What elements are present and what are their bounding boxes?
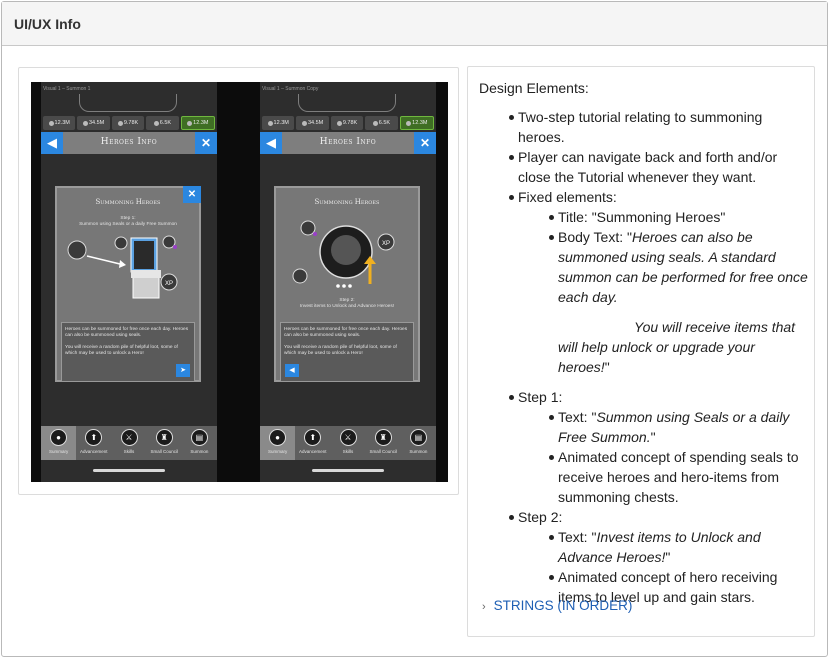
item-icon	[293, 269, 307, 283]
chest-lid	[131, 270, 161, 278]
currency-chip: 34.5M	[77, 116, 109, 130]
nav-summon[interactable]: ▤ Summon	[401, 426, 436, 460]
note-subitem: Text: "Invest items to Unlock and Advance Heroes!"	[558, 529, 761, 565]
feather-icon	[268, 121, 273, 126]
note-subitem: Animated concept of spending seals to receive heroes and hero-items from summoning chests.	[558, 449, 799, 505]
panel-title: UI/UX Info	[14, 16, 81, 32]
nav-summary[interactable]: ● Summary	[41, 426, 76, 460]
bullet-icon	[549, 575, 554, 580]
tutorial-title: Summoning Heroes	[95, 198, 161, 206]
hero-portrait-icon	[134, 241, 154, 269]
currency-chip-highlighted: 12.3M	[400, 116, 434, 130]
arrow-head-icon	[119, 260, 126, 268]
avatar-icon: ●	[50, 429, 67, 446]
xp-label: XP	[165, 281, 174, 287]
currency-chip-highlighted: 12.3M	[181, 116, 215, 130]
arrow-left-icon: ◀	[266, 135, 276, 150]
heroes-info-header	[41, 132, 217, 154]
currency-chip: 9.78K	[112, 116, 144, 130]
next-step-button[interactable]	[176, 364, 190, 377]
design-notes	[467, 66, 815, 637]
design-heading: Design Elements:	[479, 80, 589, 96]
rarity-dot	[313, 232, 317, 236]
note-subitem: Animated concept of hero receiving items to level up and gain stars.	[558, 569, 778, 605]
nav-summon[interactable]: ▤ Summon	[182, 426, 217, 460]
bullet-icon	[509, 395, 514, 400]
coin-icon	[337, 121, 342, 126]
nav-advancement[interactable]: ⬆ Advancement	[76, 426, 111, 460]
device-notch	[298, 94, 396, 112]
currency-bar	[260, 116, 436, 130]
xp-label: XP	[382, 241, 391, 247]
back-button[interactable]	[260, 132, 282, 154]
currency-chip: 12.3M	[43, 116, 75, 130]
chevron-right-icon: ➤	[180, 366, 186, 374]
close-icon: ✕	[419, 136, 431, 150]
nav-small-council[interactable]: ♜ Small Council	[366, 426, 401, 460]
sword-icon: ⚔	[121, 429, 138, 446]
tutorial-step-text: Step 1: Summon using Seals or a daily Free Summon	[79, 216, 177, 227]
nav-advancement[interactable]: ⬆ Advancement	[295, 426, 330, 460]
chevron-right-icon: ›	[482, 601, 486, 613]
chest-icon: ▤	[191, 429, 208, 446]
header-title: Heroes Info	[100, 137, 158, 147]
bullet-icon	[509, 195, 514, 200]
currency-chip: 6.5K	[365, 116, 397, 130]
quill-icon	[83, 121, 88, 126]
rarity-dot	[173, 245, 177, 249]
phone-screen-step-2	[260, 82, 436, 482]
summon-illustration	[65, 234, 195, 318]
bullet-icon	[549, 535, 554, 540]
sword-icon: ⚔	[340, 429, 357, 446]
note-subitem-continued: You will receive items that will help unlock or upgrade your heroes!"	[558, 319, 796, 375]
panel-header	[2, 2, 827, 46]
seal-icon	[68, 241, 86, 259]
bullet-icon	[549, 235, 554, 240]
strings-expander[interactable]	[482, 596, 632, 617]
pager-dot	[342, 284, 346, 288]
screen-caption: Visual 1 – Summon 1	[43, 86, 91, 92]
currency-chip: 9.78K	[331, 116, 363, 130]
castle-icon: ♜	[375, 429, 392, 446]
bottom-nav	[41, 426, 217, 460]
close-icon: ✕	[187, 189, 197, 200]
currency-bar	[41, 116, 217, 130]
currency-chip: 12.3M	[262, 116, 294, 130]
bullet-icon	[509, 115, 514, 120]
quill-icon	[302, 121, 307, 126]
sword-icon	[154, 121, 159, 126]
item-icon	[301, 221, 315, 235]
bullet-icon	[549, 415, 554, 420]
sword-icon	[373, 121, 378, 126]
arrow-left-icon: ◀	[47, 135, 57, 150]
avatar-icon: ●	[269, 429, 286, 446]
arrow-up-icon: ⬆	[85, 429, 102, 446]
note-subitem: Title: "Summoning Heroes"	[558, 209, 726, 225]
heroes-info-header	[260, 132, 436, 154]
feather-icon	[49, 121, 54, 126]
nav-skills[interactable]: ⚔ Skills	[330, 426, 365, 460]
nav-skills[interactable]: ⚔ Skills	[111, 426, 146, 460]
bullet-icon	[549, 455, 554, 460]
screen-caption: Visual 1 – Summon Copy	[262, 86, 319, 92]
tutorial-modal	[274, 186, 420, 382]
tutorial-modal	[55, 186, 201, 382]
note-item: Player can navigate back and forth and/or close the Tutorial whenever they want.	[518, 149, 778, 185]
home-indicator	[93, 469, 165, 472]
nav-small-council[interactable]: ♜ Small Council	[147, 426, 182, 460]
bullet-icon	[549, 215, 554, 220]
close-button[interactable]	[414, 132, 436, 154]
tutorial-body: Heroes can be summoned for free once each day. Heroes can also be summoned using seals. You will receive a random pile of helpful loot, some of which may be used to unlock a Hero! ➤	[61, 322, 195, 382]
tutorial-title: Summoning Heroes	[314, 198, 380, 206]
gem-icon	[187, 121, 192, 126]
hero-face	[331, 235, 361, 265]
pager-dot	[336, 284, 340, 288]
currency-chip: 34.5M	[296, 116, 328, 130]
chevron-left-icon: ◀	[289, 366, 295, 374]
coin-icon	[118, 121, 123, 126]
summon-chest-icon	[133, 276, 159, 298]
arrow-up-icon: ⬆	[304, 429, 321, 446]
tutorial-body: Heroes can be summoned for free once each day. Heroes can also be summoned using seals. You will receive a random pile of helpful loot, some of which may be used to unlock a Hero! ◀	[280, 322, 414, 382]
header-title: Heroes Info	[319, 137, 377, 147]
hero-advance-illustration	[290, 214, 410, 292]
bullet-icon	[509, 155, 514, 160]
note-item: Step 1:	[518, 389, 563, 405]
device-notch	[79, 94, 177, 112]
phone-screen-step-1	[41, 82, 217, 482]
note-item: Fixed elements:	[518, 189, 617, 205]
tutorial-step-text: Step 2: Invest items to Unlock and Advance Heroes!	[299, 298, 395, 309]
arrow-icon	[87, 256, 120, 264]
item-icon	[115, 237, 127, 249]
pager-dot	[348, 284, 352, 288]
nav-summary[interactable]: ● Summary	[260, 426, 295, 460]
note-item: Step 2:	[518, 509, 563, 525]
previous-step-button[interactable]	[285, 364, 299, 377]
back-button[interactable]	[41, 132, 63, 154]
gem-icon	[406, 121, 411, 126]
note-item: Two-step tutorial relating to summoning heroes.	[518, 109, 763, 145]
mockup-image	[31, 82, 448, 482]
bullet-icon	[509, 515, 514, 520]
strings-link[interactable]: STRINGS (IN ORDER)	[493, 598, 633, 613]
close-icon: ✕	[200, 136, 212, 150]
currency-chip: 6.5K	[146, 116, 178, 130]
bottom-nav	[260, 426, 436, 460]
close-button[interactable]	[195, 132, 217, 154]
screenshot-frame	[18, 67, 459, 495]
home-indicator	[312, 469, 384, 472]
note-subitem: Body Text: "Heroes can also be summoned using seals. A standard summon can be performed for free once each day.	[558, 229, 808, 305]
castle-icon: ♜	[156, 429, 173, 446]
chest-icon: ▤	[410, 429, 427, 446]
note-subitem: Text: "Summon using Seals or a daily Free Summon."	[558, 409, 790, 445]
